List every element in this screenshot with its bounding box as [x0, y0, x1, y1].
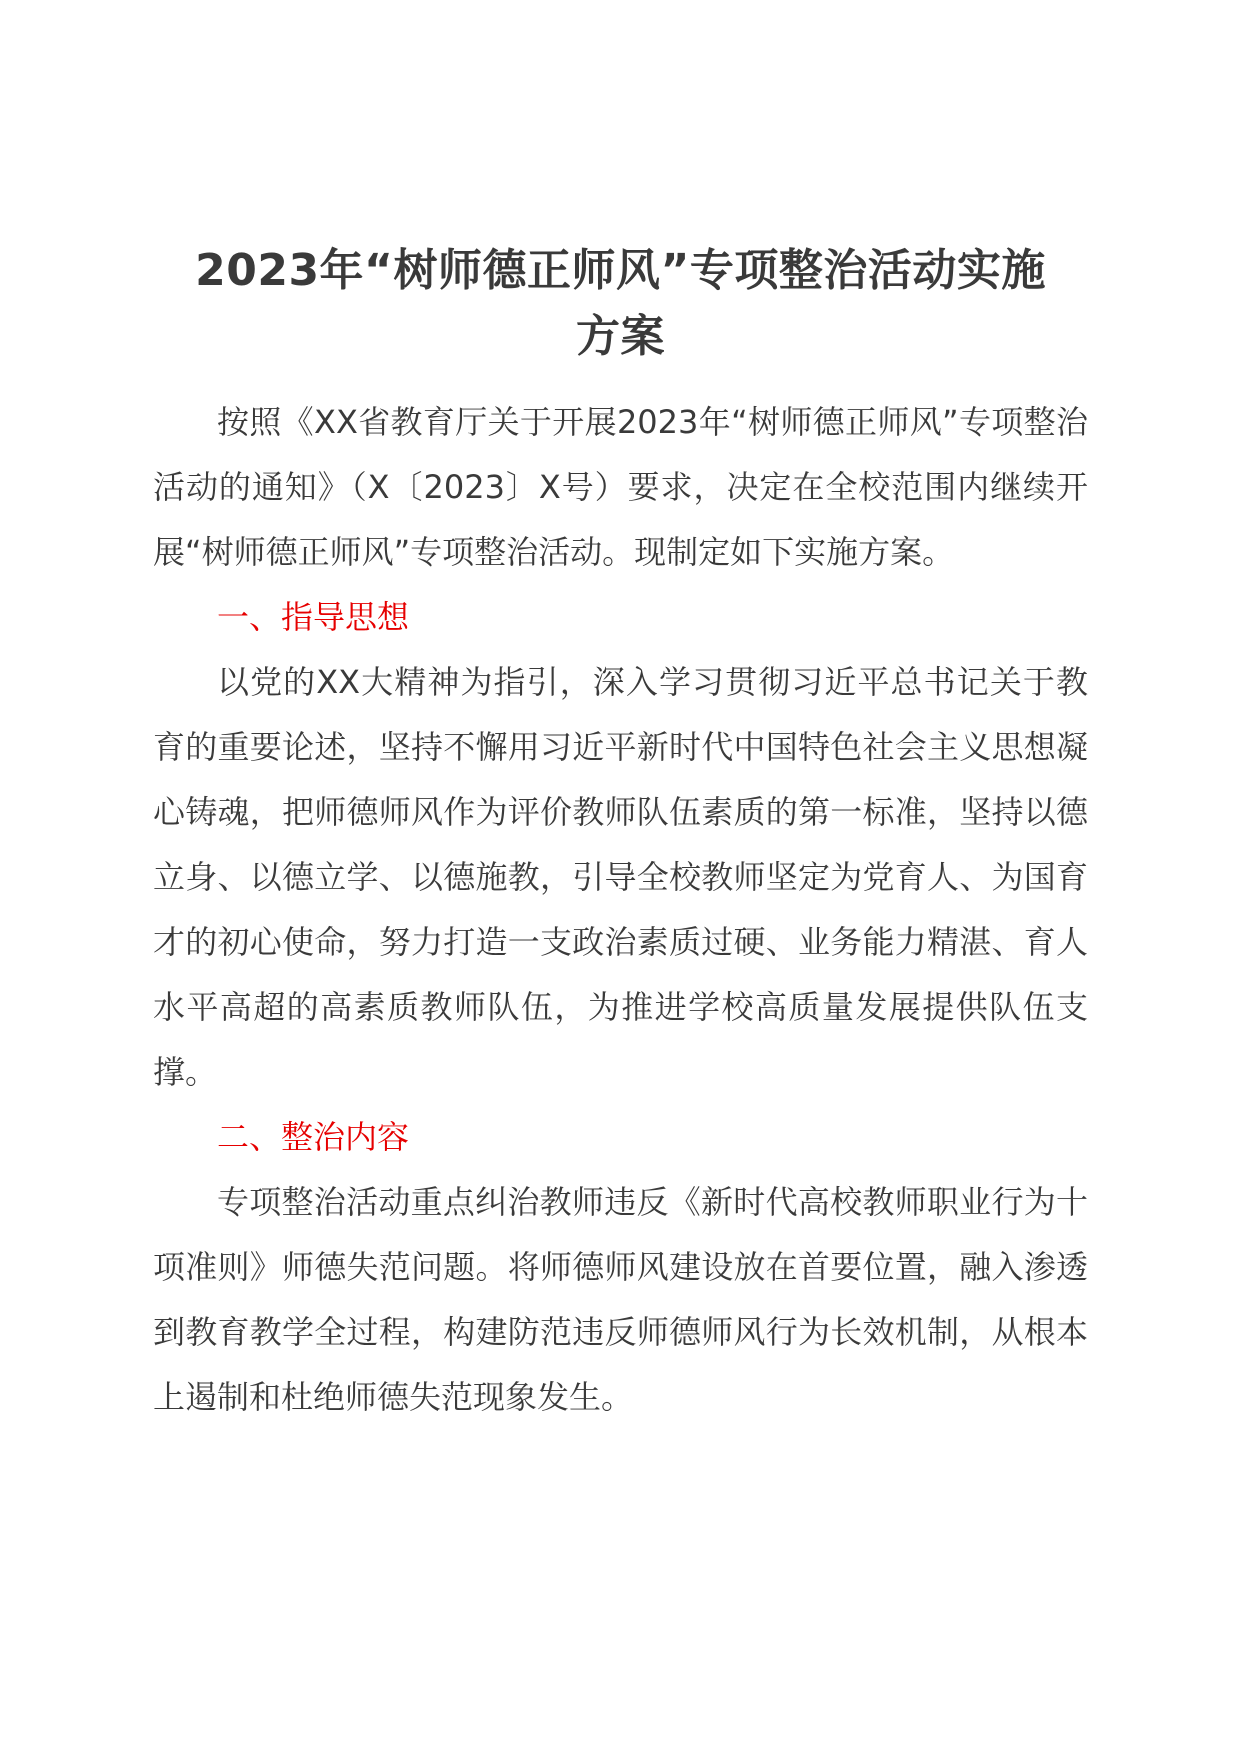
- document-title: [153, 238, 1088, 370]
- title-line-2: 方案: [576, 311, 665, 362]
- document-content: [153, 238, 1088, 1430]
- intro-paragraph: 按照《XX省教育厅关于开展2023年“树师德正师风”专项整治活动的通知》（X〔2023〕X号）要求，决定在全校范围内继续开展“树师德正师风”专项整治活动。现制定如下实施方案。: [153, 403, 1088, 571]
- section-body-guiding-ideology: 以党的XX大精神为指引，深入学习贯彻习近平总书记关于教育的重要论述，坚持不懈用习近平新时代中国特色社会主义思想凝心铸魂，把师德师风作为评价教师队伍素质的第一标准，坚持以德立身、以德立学、以德施教，引导全校教师坚定为党育人、为国育才的初心使命，努力打造一支政治素质过硬、业务能力精湛、育人水平高超的高素质教师队伍，为推进学校高质量发展提供队伍支撑。: [153, 663, 1088, 1091]
- section-heading-guiding-ideology: 一、指导思想: [217, 598, 410, 636]
- section-body-rectification-content: 专项整治活动重点纠治教师违反《新时代高校教师职业行为十项准则》师德失范问题。将师德师风建设放在首要位置，融入渗透到教育教学全过程，构建防范违反师德师风行为长效机制，从根本上遏制和杜绝师德失范现象发生。: [153, 1183, 1088, 1416]
- title-line-1: 2023年“树师德正师风”专项整治活动实施: [195, 245, 1046, 296]
- section-heading-rectification-content: 二、整治内容: [217, 1118, 410, 1156]
